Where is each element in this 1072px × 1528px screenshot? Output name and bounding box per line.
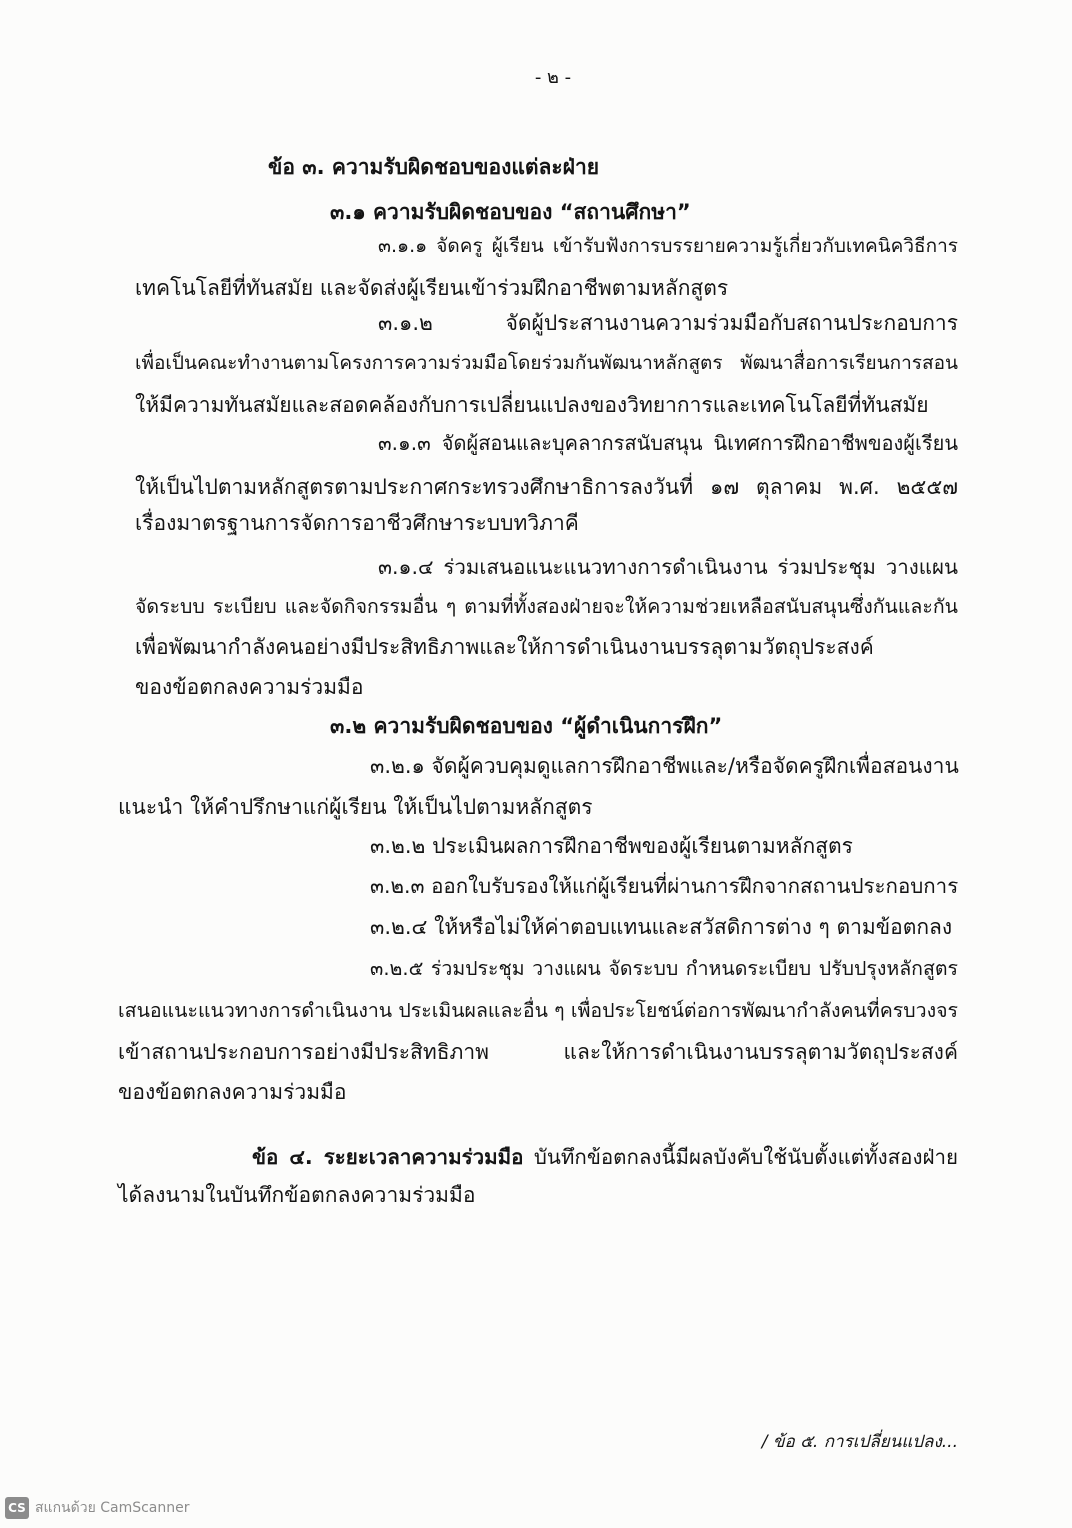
item-3-1-2-line: ๓.๑.๒ จัดผู้ประสานงานความร่วมมือกับสถานประกอบการ — [378, 311, 958, 335]
camscanner-watermark — [5, 1496, 190, 1520]
item-3-1-1-line: ๓.๑.๑ จัดครู ผู้เรียน เข้ารับฟังการบรรยายความรู้เกี่ยวกับเทคนิควิธีการ — [378, 235, 958, 257]
item-3-1-4-line: ของข้อตกลงความร่วมมือ — [135, 675, 364, 699]
item-3-2-2-line: ๓.๒.๒ ประเมินผลการฝึกอาชีพของผู้เรียนตามหลักสูตร — [370, 834, 853, 858]
item-3-2-5-line: ๓.๒.๕ ร่วมประชุม วางแผน จัดระบบ กำหนดระเบียบ ปรับปรุงหลักสูตร — [370, 957, 958, 980]
clause-4-text: บันทึกข้อตกลงนี้มีผลบังคับใช้นับตั้งแต่ทั้งสองฝ่าย — [533, 1145, 958, 1169]
item-3-2-5-line: เสนอแนะแนวทางการดำเนินงาน ประเมินผลและอื่น ๆ เพื่อประโยชน์ต่อการพัฒนากำลังคนที่ครบวงจร — [118, 999, 958, 1022]
item-3-2-1-line: ๓.๒.๑ จัดผู้ควบคุมดูแลการฝึกอาชีพและ/หรือจัดครูฝึกเพื่อสอนงาน — [370, 754, 959, 778]
item-3-2-5-line: เข้าสถานประกอบการอย่างมีประสิทธิภาพ และให้การดำเนินงานบรรลุตามวัตถุประสงค์ — [118, 1040, 958, 1064]
item-3-1-3-line: ให้เป็นไปตามหลักสูตรตามประกาศกระทรวงศึกษาธิการลงวันที่ ๑๗ ตุลาคม พ.ศ. ๒๕๕๗ — [135, 475, 958, 499]
section-3-2-heading: ๓.๒ ความรับผิดชอบของ “ผู้ดำเนินการฝึก” — [330, 714, 723, 738]
clause-4-line: ได้ลงนามในบันทึกข้อตกลงความร่วมมือ — [118, 1183, 476, 1207]
item-3-1-1-line: เทคโนโลยีที่ทันสมัย และจัดส่งผู้เรียนเข้าร่วมฝึกอาชีพตามหลักสูตร — [135, 276, 729, 300]
continuation-note: / ข้อ ๕. การเปลี่ยนแปลง... — [761, 1432, 958, 1452]
item-3-1-3-line: ๓.๑.๓ จัดผู้สอนและบุคลากรสนับสนุน นิเทศการฝึกอาชีพของผู้เรียน — [378, 431, 958, 455]
item-3-1-3-line: เรื่องมาตรฐานการจัดการอาชีวศึกษาระบบทวิภาคี — [135, 511, 579, 535]
section-3-1-heading: ๓.๑ ความรับผิดชอบของ “สถานศึกษา” — [330, 200, 691, 224]
clause-4-heading: ข้อ ๔. ระยะเวลาความร่วมมือ — [252, 1145, 524, 1169]
item-3-1-4-line: เพื่อพัฒนากำลังคนอย่างมีประสิทธิภาพและให้การดำเนินงานบรรลุตามวัตถุประสงค์ — [135, 635, 874, 659]
item-3-2-3-line: ๓.๒.๓ ออกใบรับรองให้แก่ผู้เรียนที่ผ่านการฝึกจากสถานประกอบการ — [370, 874, 959, 898]
camscanner-logo-icon: CS — [5, 1497, 29, 1519]
clause-3-heading: ข้อ ๓. ความรับผิดชอบของแต่ละฝ่าย — [268, 155, 600, 179]
item-3-1-4-line: ๓.๑.๔ ร่วมเสนอแนะแนวทางการดำเนินงาน ร่วมประชุม วางแผน — [378, 555, 958, 579]
item-3-2-4-line: ๓.๒.๔ ให้หรือไม่ให้ค่าตอบแทนและสวัสดิการต่าง ๆ ตามข้อตกลง — [370, 915, 953, 939]
page-number: - ๒ - — [534, 67, 572, 88]
item-3-2-1-line: แนะนำ ให้คำปรึกษาแก่ผู้เรียน ให้เป็นไปตามหลักสูตร — [118, 795, 593, 819]
item-3-1-2-line: เพื่อเป็นคณะทำงานตามโครงการความร่วมมือโดยร่วมกันพัฒนาหลักสูตร พัฒนาสื่อการเรียนการสอน — [135, 352, 958, 374]
watermark-text: สแกนด้วย CamScanner — [35, 1500, 190, 1516]
clause-4-line — [252, 1141, 958, 1173]
item-3-1-4-line: จัดระบบ ระเบียบ และจัดกิจกรรมอื่น ๆ ตามที่ทั้งสองฝ่ายจะให้ความช่วยเหลือสนับสนุนซึ่งกันและกัน — [135, 595, 958, 618]
item-3-2-5-line: ของข้อตกลงความร่วมมือ — [118, 1080, 347, 1104]
item-3-1-2-line: ให้มีความทันสมัยและสอดคล้องกับการเปลี่ยนแปลงของวิทยาการและเทคโนโลยีที่ทันสมัย — [135, 393, 929, 417]
